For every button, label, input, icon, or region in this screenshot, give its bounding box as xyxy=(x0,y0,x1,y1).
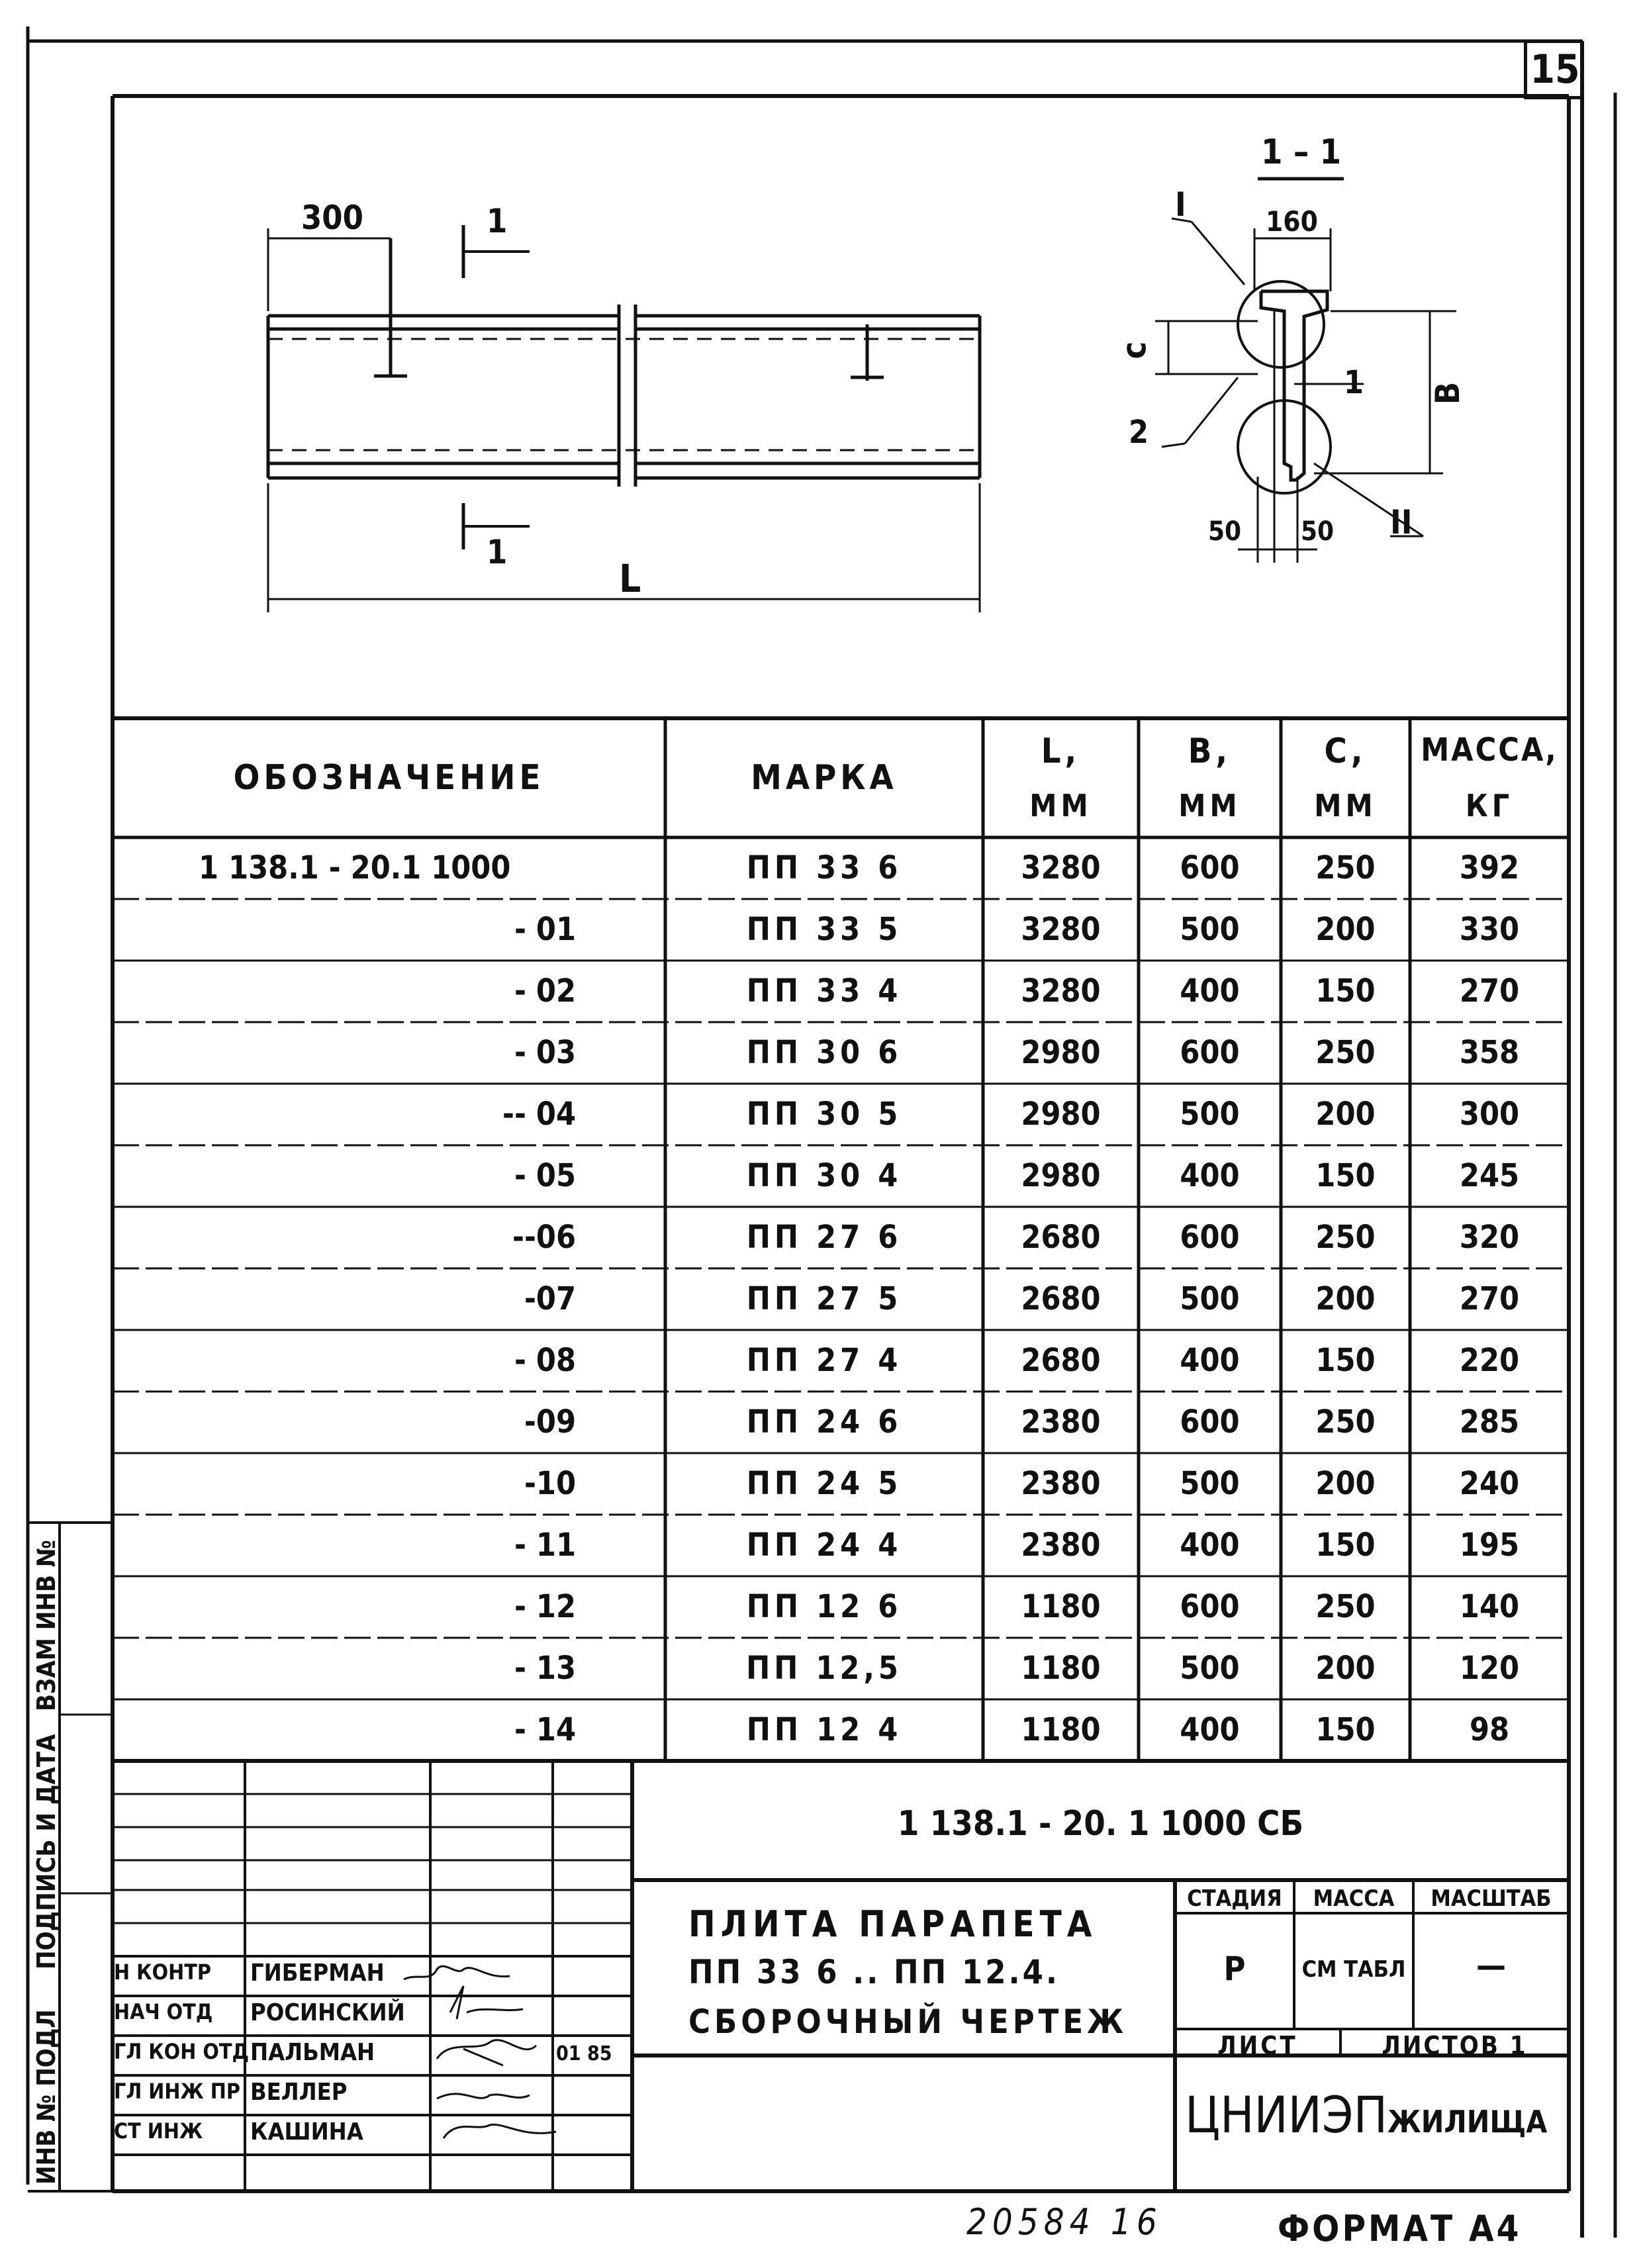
table-cell-mass: 220 xyxy=(1459,1342,1520,1379)
table-cell-B: 500 xyxy=(1180,911,1240,948)
table-cell-L: 2680 xyxy=(1021,1342,1101,1379)
table-cell-designation: - 13 xyxy=(514,1650,576,1687)
scale-label: МАСШТАБ xyxy=(1431,1885,1552,1912)
section-dim-50-left: 50 xyxy=(1208,516,1242,547)
table-cell-L: 2380 xyxy=(1021,1465,1101,1502)
section-label-ii: II xyxy=(1390,503,1413,542)
table-cell-B: 500 xyxy=(1180,1280,1240,1317)
approval-date: 01 85 xyxy=(556,2042,612,2065)
table-cell-C: 200 xyxy=(1315,1465,1376,1502)
table-cell-L: 2680 xyxy=(1021,1219,1101,1256)
section-label-2: 2 xyxy=(1129,414,1149,451)
table-cell-mass: 300 xyxy=(1459,1096,1520,1133)
table-cell-C: 250 xyxy=(1315,849,1376,886)
cut-mark-top-label: 1 xyxy=(487,202,508,240)
table-cell-mass: 270 xyxy=(1459,1280,1520,1317)
table-cell-B: 500 xyxy=(1180,1650,1240,1687)
table-cell-mass: 195 xyxy=(1459,1527,1520,1564)
header-l: L, xyxy=(1041,732,1081,771)
table-cell-designation: - 01 xyxy=(514,911,576,948)
signatory-role: ГЛ ИНЖ ПР xyxy=(114,2079,240,2104)
table-cell-mass: 320 xyxy=(1459,1219,1520,1256)
side-inv-podl: ИНВ № ПОДЛ xyxy=(32,2009,61,2185)
table-cell-designation: - 02 xyxy=(514,972,576,1010)
section-label-b: В xyxy=(1429,381,1468,405)
signatory-name: КАШИНА xyxy=(250,2118,363,2146)
table-cell-C: 250 xyxy=(1315,1403,1376,1441)
header-mark: МАРКА xyxy=(751,758,898,798)
table-cell-B: 600 xyxy=(1180,1588,1240,1625)
dim-300-label: 300 xyxy=(301,199,363,237)
cut-mark-bottom-label: 1 xyxy=(487,533,508,571)
table-cell-mark: ПП 27 6 xyxy=(746,1219,902,1256)
doc-code: 1 138.1 - 20. 1 1000 СБ xyxy=(897,1804,1304,1844)
table-cell-L: 2380 xyxy=(1021,1527,1101,1564)
stage-label: СТАДИЯ xyxy=(1187,1885,1282,1912)
side-vzam-inv: ВЗАМ ИНВ № xyxy=(32,1539,61,1711)
signatory-role: НАЧ ОТД xyxy=(114,1999,213,2024)
signatory-role: ГЛ КОН ОТД xyxy=(114,2039,250,2064)
table-cell-mark: ПП 27 5 xyxy=(746,1280,902,1317)
side-podpis-data: ПОДПИСЬ И ДАТА xyxy=(32,1734,61,1969)
table-cell-C: 250 xyxy=(1315,1219,1376,1256)
title-line-3: СБОРОЧНЫЙ ЧЕРТЕЖ xyxy=(688,2003,1128,2041)
table-cell-L: 3280 xyxy=(1021,911,1101,948)
signatory-role: Н КОНТР xyxy=(114,1960,211,1985)
table-cell-B: 400 xyxy=(1180,1157,1240,1194)
header-mass: МАССА, xyxy=(1421,732,1558,769)
table-cell-B: 400 xyxy=(1180,1342,1240,1379)
signatory-name: РОСИНСКИЙ xyxy=(250,1999,405,2026)
title-line-1: ПЛИТА ПАРАПЕТА xyxy=(688,1903,1098,1945)
sheets-label: ЛИСТОВ 1 xyxy=(1382,2031,1528,2060)
header-designation: ОБОЗНАЧЕНИЕ xyxy=(233,758,545,798)
table-cell-C: 150 xyxy=(1315,972,1376,1010)
table-cell-C: 150 xyxy=(1315,1342,1376,1379)
signatory-role: СТ ИНЖ xyxy=(114,2118,203,2144)
table-cell-mark: ПП 30 4 xyxy=(746,1157,902,1194)
table-cell-B: 400 xyxy=(1180,972,1240,1010)
table-cell-mass: 240 xyxy=(1459,1465,1520,1502)
signatory-name: ПАЛЬМАН xyxy=(250,2039,375,2066)
table-cell-mass: 120 xyxy=(1459,1650,1520,1687)
table-cell-designation: - 14 xyxy=(514,1711,576,1748)
handwritten-number: 20584 16 xyxy=(966,2201,1162,2243)
table-cell-B: 600 xyxy=(1180,1034,1240,1071)
table-cell-L: 2980 xyxy=(1021,1096,1101,1133)
table-cell-C: 150 xyxy=(1315,1711,1376,1748)
table-cell-designation: -- 04 xyxy=(502,1096,576,1133)
table-cell-designation: - 11 xyxy=(514,1527,576,1564)
table-cell-designation: - 08 xyxy=(514,1342,576,1379)
table-cell-designation: - 12 xyxy=(514,1588,576,1625)
table-cell-mark: ПП 24 6 xyxy=(746,1403,902,1441)
table-cell-mark: ПП 30 5 xyxy=(746,1096,902,1133)
table-cell-C: 200 xyxy=(1315,1650,1376,1687)
table-cell-B: 400 xyxy=(1180,1527,1240,1564)
table-cell-designation: -09 xyxy=(524,1403,576,1441)
table-cell-mass: 392 xyxy=(1459,849,1520,886)
section-label-i: I xyxy=(1175,185,1186,224)
section-label-c: c xyxy=(1115,341,1154,359)
table-cell-mark: ПП 33 5 xyxy=(746,911,902,948)
table-cell-L: 1180 xyxy=(1021,1711,1101,1748)
section-label-1: 1 xyxy=(1344,364,1364,401)
table-cell-L: 2680 xyxy=(1021,1280,1101,1317)
section-title: 1 – 1 xyxy=(1261,132,1342,172)
signatory-name: ВЕЛЛЕР xyxy=(250,2079,348,2106)
table-cell-C: 250 xyxy=(1315,1588,1376,1625)
table-cell-mark: ПП 33 6 xyxy=(746,849,902,886)
table-cell-B: 500 xyxy=(1180,1096,1240,1133)
table-cell-C: 200 xyxy=(1315,911,1376,948)
header-mass-unit: КГ xyxy=(1465,788,1514,824)
sheet-label: ЛИСТ xyxy=(1217,2031,1298,2060)
table-cell-mark: ПП 12 4 xyxy=(746,1711,902,1748)
table-cell-B: 600 xyxy=(1180,849,1240,886)
table-cell-mark: ПП 12 6 xyxy=(746,1588,902,1625)
table-cell-mark: ПП 27 4 xyxy=(746,1342,902,1379)
table-cell-mark: ПП 24 4 xyxy=(746,1527,902,1564)
table-cell-L: 3280 xyxy=(1021,849,1101,886)
table-cell-designation: -10 xyxy=(524,1465,576,1502)
table-cell-C: 150 xyxy=(1315,1527,1376,1564)
table-cell-designation: --06 xyxy=(512,1219,576,1256)
sheet-number: 15 xyxy=(1524,40,1583,99)
table-cell-mass: 245 xyxy=(1459,1157,1520,1194)
table-cell-designation: -07 xyxy=(524,1280,576,1317)
table-cell-C: 200 xyxy=(1315,1096,1376,1133)
mass-value: СМ ТАБЛ xyxy=(1301,1956,1406,1983)
table-cell-mass: 98 xyxy=(1469,1711,1510,1748)
format-label: ФОРМАТ А4 xyxy=(1278,2208,1522,2249)
header-c-unit: ММ xyxy=(1314,788,1377,824)
table-cell-B: 400 xyxy=(1180,1711,1240,1748)
org-main: ЦНИИЭП xyxy=(1185,2085,1388,2144)
table-cell-L: 1180 xyxy=(1021,1588,1101,1625)
header-b: В, xyxy=(1188,732,1232,771)
section-dim-50-right: 50 xyxy=(1301,516,1335,547)
table-cell-designation: 1 138.1 - 20.1 1000 xyxy=(199,849,511,886)
table-cell-C: 250 xyxy=(1315,1034,1376,1071)
table-cell-mass: 358 xyxy=(1459,1034,1520,1071)
table-cell-L: 2380 xyxy=(1021,1403,1101,1441)
mass-label: МАССА xyxy=(1313,1885,1395,1912)
table-cell-C: 200 xyxy=(1315,1280,1376,1317)
table-cell-mass: 330 xyxy=(1459,911,1520,948)
table-cell-designation: - 03 xyxy=(514,1034,576,1071)
table-cell-C: 150 xyxy=(1315,1157,1376,1194)
table-cell-B: 600 xyxy=(1180,1219,1240,1256)
table-cell-L: 1180 xyxy=(1021,1650,1101,1687)
table-cell-mass: 270 xyxy=(1459,972,1520,1010)
org-suffix: ЖИЛИЩА xyxy=(1387,2104,1548,2140)
header-c: С, xyxy=(1324,732,1367,771)
stage-value: Р xyxy=(1223,1950,1246,1988)
table-cell-mark: ПП 24 5 xyxy=(746,1465,902,1502)
table-cell-mark: ПП 30 6 xyxy=(746,1034,902,1071)
table-cell-mass: 140 xyxy=(1459,1588,1520,1625)
signatory-name: ГИБЕРМАН xyxy=(250,1960,385,1987)
table-cell-mark: ПП 12,5 xyxy=(746,1650,902,1687)
table-cell-L: 2980 xyxy=(1021,1157,1101,1194)
table-cell-L: 3280 xyxy=(1021,972,1101,1010)
table-cell-L: 2980 xyxy=(1021,1034,1101,1071)
table-cell-B: 600 xyxy=(1180,1403,1240,1441)
dim-l-label: L xyxy=(619,556,641,601)
header-b-unit: ММ xyxy=(1178,788,1241,824)
table-cell-mark: ПП 33 4 xyxy=(746,972,902,1010)
table-cell-B: 500 xyxy=(1180,1465,1240,1502)
title-line-2: ПП 33 6 .. ПП 12.4. xyxy=(688,1953,1060,1991)
table-cell-designation: - 05 xyxy=(514,1157,576,1194)
header-l-unit: ММ xyxy=(1029,788,1092,824)
scale-value: — xyxy=(1476,1946,1506,1985)
table-cell-mass: 285 xyxy=(1459,1403,1520,1441)
section-dim-160: 160 xyxy=(1266,205,1318,238)
